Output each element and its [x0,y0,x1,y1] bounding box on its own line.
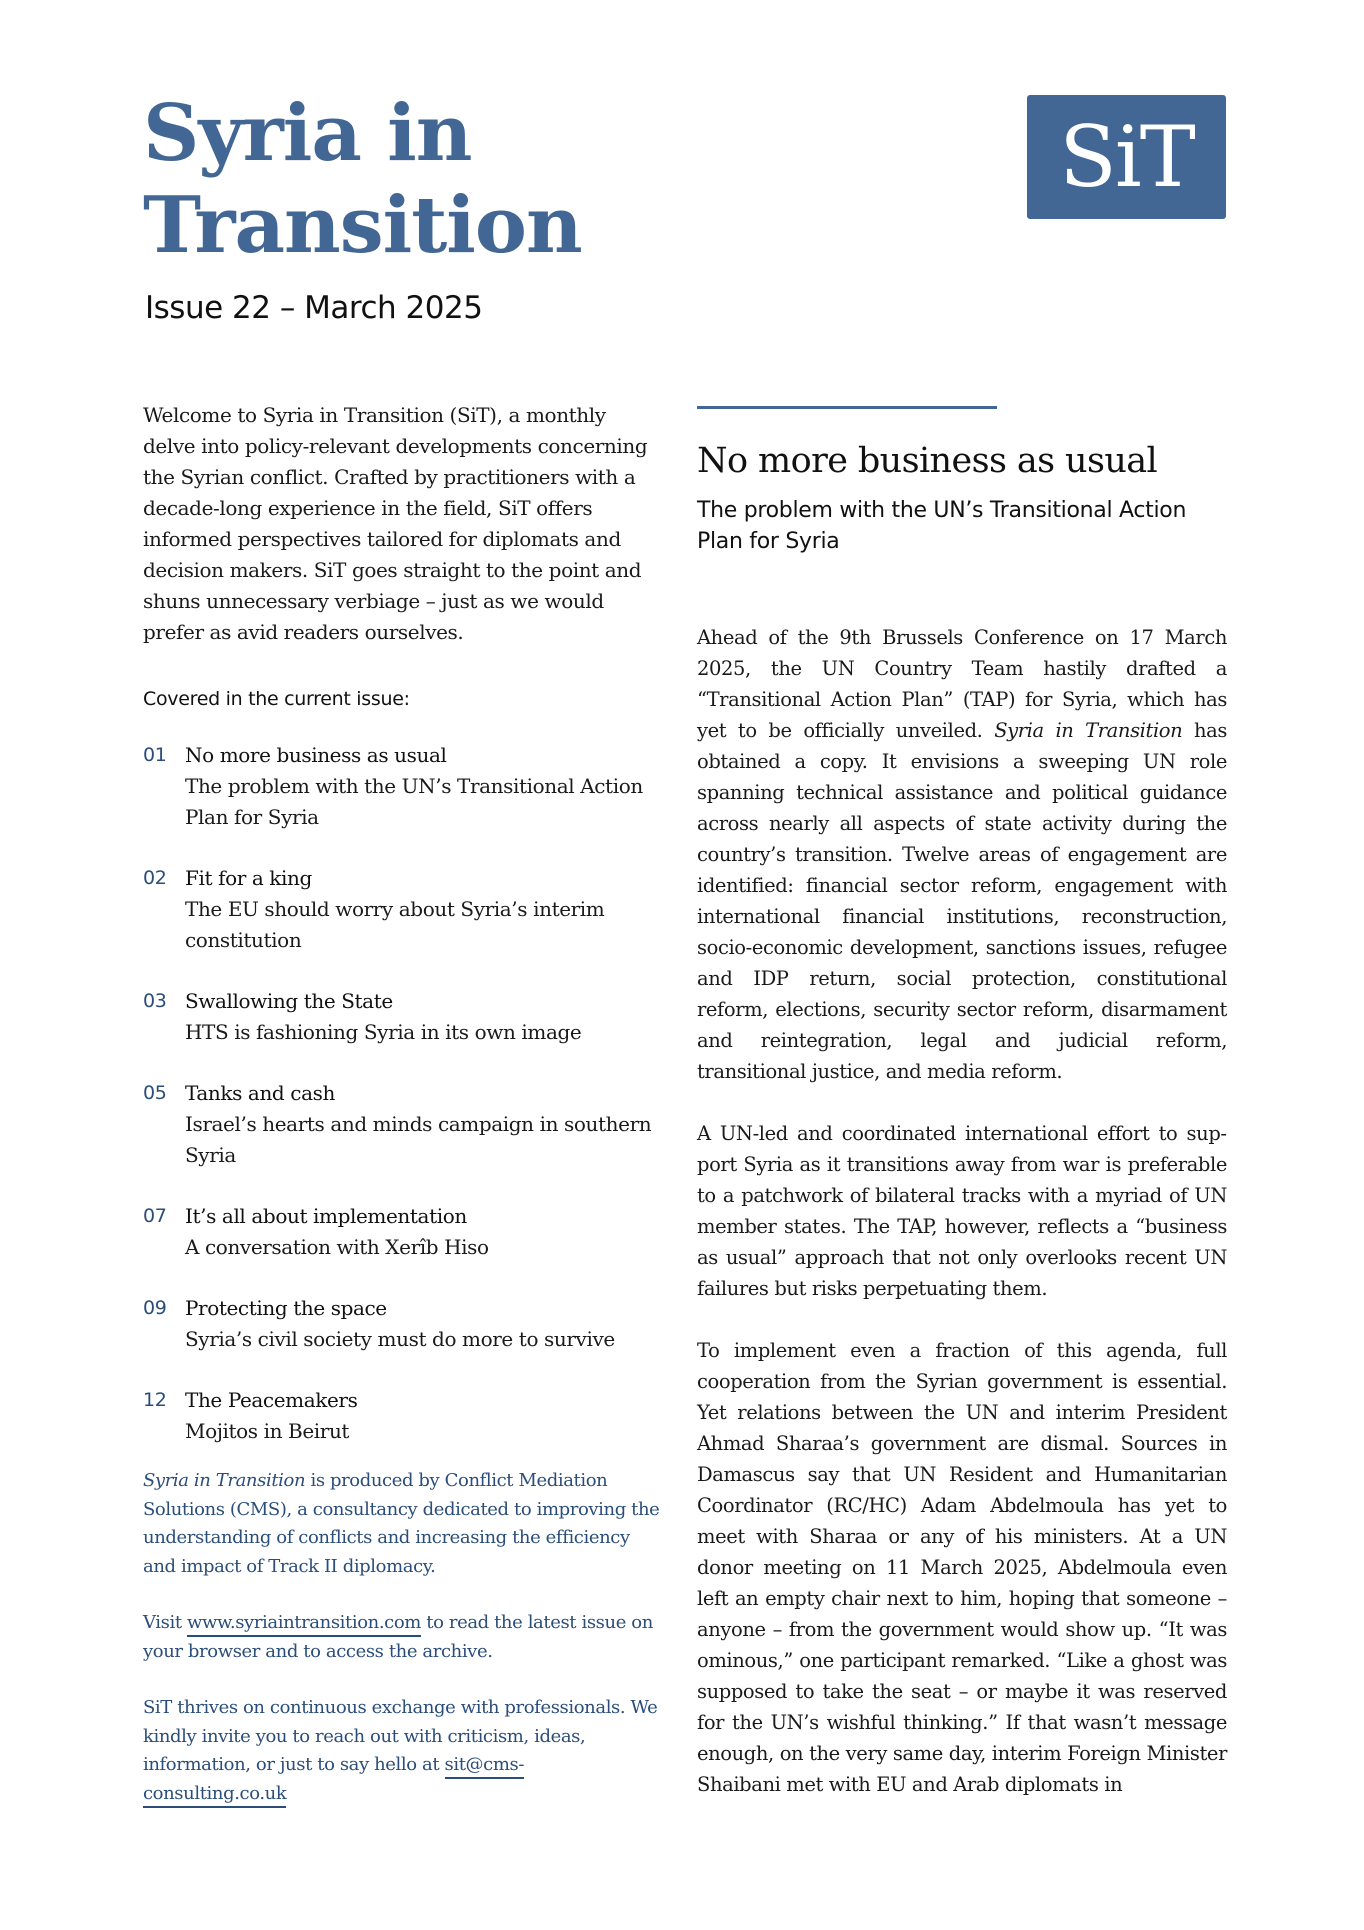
visit-website-note [143,1609,663,1666]
toc-item-title: The Peacemakers [185,1388,358,1412]
toc-item-subtitle: The problem with the UN’s Transitional Action Plan for Syria [185,774,643,829]
toc-page-number: 03 [143,990,167,1012]
article-paragraph-text: Ahead of the 9th Brussels Conference on 17 March 2025, the UN Country Team hastily drafted a “Transitional Action Plan” (TAP) for Syria, which has yet to be officially unveiled. [697,626,1227,742]
toc-item-subtitle: HTS is fashioning Syria in its own image [185,1020,582,1044]
toc-item-title: Fit for a king [185,866,312,890]
publication-name-italic: Syria in Transition [994,719,1183,742]
article-column [697,406,1227,1831]
toc-item-subtitle: Israel’s hearts and minds campaign in southern Syria [185,1112,652,1167]
toc-item[interactable] [143,986,663,1048]
article-paragraph: To implement even a fraction of this agenda, full cooperation from the Syrian government is essential. Yet relations between the UN and interim President Ahmad Sharaa’s government are dismal. Sources in Damascus say that UN Resident and Humanitarian Coordinator (RC/HC) Adam Abdelmoula has yet to meet with Sharaa or any of his ministers. At a UN donor meeting on 11 March 2025, Abdelmoula even left an empty chair next to him, hoping that someone – anyone – from the government would show up. “It was ominous,” one participant remarked. “Like a ghost was supposed to take the seat – or maybe it was reserved for the UN’s wishful thinking.” If that wasn’t message enough, on the very same day, interim Foreign Minister Shaibani met with EU and Arab diplomats in [697,1339,1227,1796]
website-link[interactable]: www.syriaintransition.com [187,1612,421,1637]
toc-page-number: 12 [143,1389,167,1411]
toc-item-title: Protecting the space [185,1296,387,1320]
toc-page-number: 09 [143,1297,167,1319]
publication-title [143,88,582,272]
toc-item-title: No more business as usual [185,743,447,767]
toc-item[interactable] [143,863,663,956]
toc-item-title: It’s all about implementation [185,1204,467,1228]
contact-note [143,1694,663,1808]
article-divider [697,406,997,409]
issue-date: Issue 22 – March 2025 [145,290,483,326]
toc-item[interactable] [143,1201,663,1263]
article-subtitle: The problem with the UN’s Transitional Action Plan for Syria [697,498,1187,554]
visit-suffix: to read the latest issue on your browser and to access the archive. [143,1612,653,1662]
toc-item-subtitle: Mojitos in Beirut [185,1419,350,1443]
email-link[interactable]: sit@cms-consulting.co.uk [143,1754,524,1808]
article-paragraph-text: has obtained a copy. It envisions a sweeping UN role spanning technical assistance and political guidance across nearly all aspects of state activity during the country’s transition. Twelve areas of engagement are identified: financial sector reform, engagement with international financial institutions, reconstruction, socio-economic development, sanctions issues, refugee and IDP return, social protection, constitutional reform, elections, security sector reform, disarmament and reintegration, legal and judicial reform, transitional justice, and media reform. [697,719,1227,1083]
toc-item[interactable] [143,1385,663,1447]
toc-item-title: Tanks and cash [185,1081,335,1105]
contact-text: SiT thrives on continuous exchange with professionals. We kindly invite you to reach out with criticism, ideas, information, or just to say hello at [143,1697,658,1775]
toc-label: Covered in the current issue: [143,688,410,710]
sit-logo-text: SiT [1059,108,1194,206]
toc-page-number: 01 [143,744,167,766]
table-of-contents [143,740,663,1447]
publication-title-line-1: Syria in [143,88,472,179]
toc-page-number: 02 [143,867,167,889]
about-cms-note [143,1467,663,1581]
toc-item-subtitle: A conversation with Xerîb Hiso [185,1235,489,1259]
article-paragraph [697,622,1227,1087]
article-title: No more business as usual [697,441,1158,481]
publication-name-italic: Syria in Transition [143,1470,306,1491]
intro-paragraph: Welcome to Syria in Transition (SiT), a monthly delve into policy-relevant developments concerning the Syrian conflict. Crafted by practitioners with a decade-long experience in the field, SiT offers informed perspectives tailored for diplomats and decision makers. SiT goes straight to the point and shuns unnecessary verbiage – just as we would prefer as avid readers ourselves. [143,403,648,644]
visit-prefix: Visit [143,1612,187,1633]
toc-page-number: 05 [143,1082,167,1104]
publication-title-line-2: Transition [143,180,582,271]
left-column [143,400,663,1836]
toc-item[interactable] [143,1293,663,1355]
toc-page-number: 07 [143,1205,167,1227]
sit-logo [1027,95,1226,219]
toc-item-title: Swallowing the State [185,989,393,1013]
toc-item[interactable] [143,740,663,833]
toc-item-subtitle: The EU should worry about Syria’s interim constitution [185,897,605,952]
article-paragraph: A UN-led and coordinated international effort to support Syria as it transitions away from war is preferable to a patchwork of bilateral tracks with a myriad of UN member states. The TAP, however, reflects a “business as usual” approach that not only overlooks recent UN failures but risks perpetuating them. [697,1122,1227,1300]
about-cms-text: is produced by Conflict Mediation Solutions (CMS), a consultancy dedicated to improving the understanding of conflicts and increasing the efficiency and impact of Track II diplomacy. [143,1470,660,1577]
toc-item-subtitle: Syria’s civil society must do more to survive [185,1327,615,1351]
toc-item[interactable] [143,1078,663,1171]
